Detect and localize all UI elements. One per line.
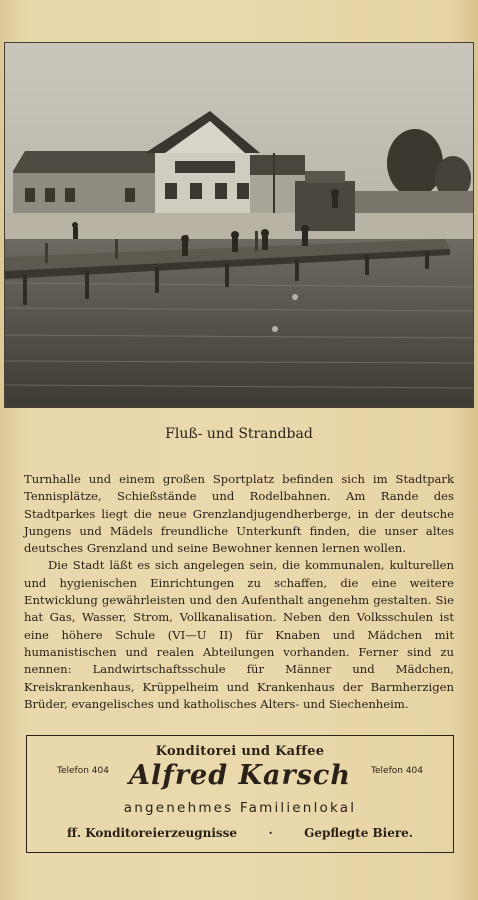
ad-footer: [67, 826, 413, 840]
photo-caption: Fluß- und Strandbad: [165, 426, 313, 442]
ad-business-name: Alfred Karsch: [129, 760, 351, 791]
paragraph: Die Stadt läßt es sich angelegen sein, die kommunalen, kulturellen und hygienischen Einrichtungen zu schaffen, die eine weitere Entwicklung gewährleisten und den Aufenthalt angenehm gestalten. Sie hat Gas, Wasser, Strom, Vollkanalisation. Neben den Volksschulen ist eine höhere Schule (VI—U II) für Knaben und Mädchen mit humanistischen und realen Abteilungen vorhanden. Ferner sind zu nennen: Landwirtschaftsschule für Männer und Mädchen, Kreiskrankenhaus, Krüppelheim und Krankenhaus der Barmherzigen Brüder, evangelisches und katholisches Alters- und Siechenheim.: [24, 558, 454, 711]
advertisement-box: [26, 735, 454, 853]
ad-footer-separator: ·: [268, 826, 273, 840]
ad-footer-left: ff. Konditoreierzeugnisse: [67, 826, 238, 840]
photo-illustration: [5, 43, 473, 407]
photo-river-beach: [4, 42, 474, 408]
paragraph: Turnhalle und einem großen Sportplatz befinden sich im Stadtpark Tennisplätze, Schießstände und Rodelbahnen. Am Rande des Stadtparkes liegt die neue Grenzlandjugendherberge, in der deutsche Jungens und Mädels freundliche Unterkunft finden, die unser altes deutsches Grenzland und seine Bewohner kennen lernen wollen.: [24, 472, 454, 556]
ad-business-type: Konditorei und Kaffee: [155, 744, 325, 759]
body-text: [24, 471, 454, 713]
ad-phone-left: Telefon 404: [57, 766, 109, 776]
ad-phone-right: Telefon 404: [371, 766, 423, 776]
ad-tagline: angenehmes Familienlokal: [123, 800, 357, 816]
ad-footer-right: Gepflegte Biere.: [304, 826, 413, 840]
